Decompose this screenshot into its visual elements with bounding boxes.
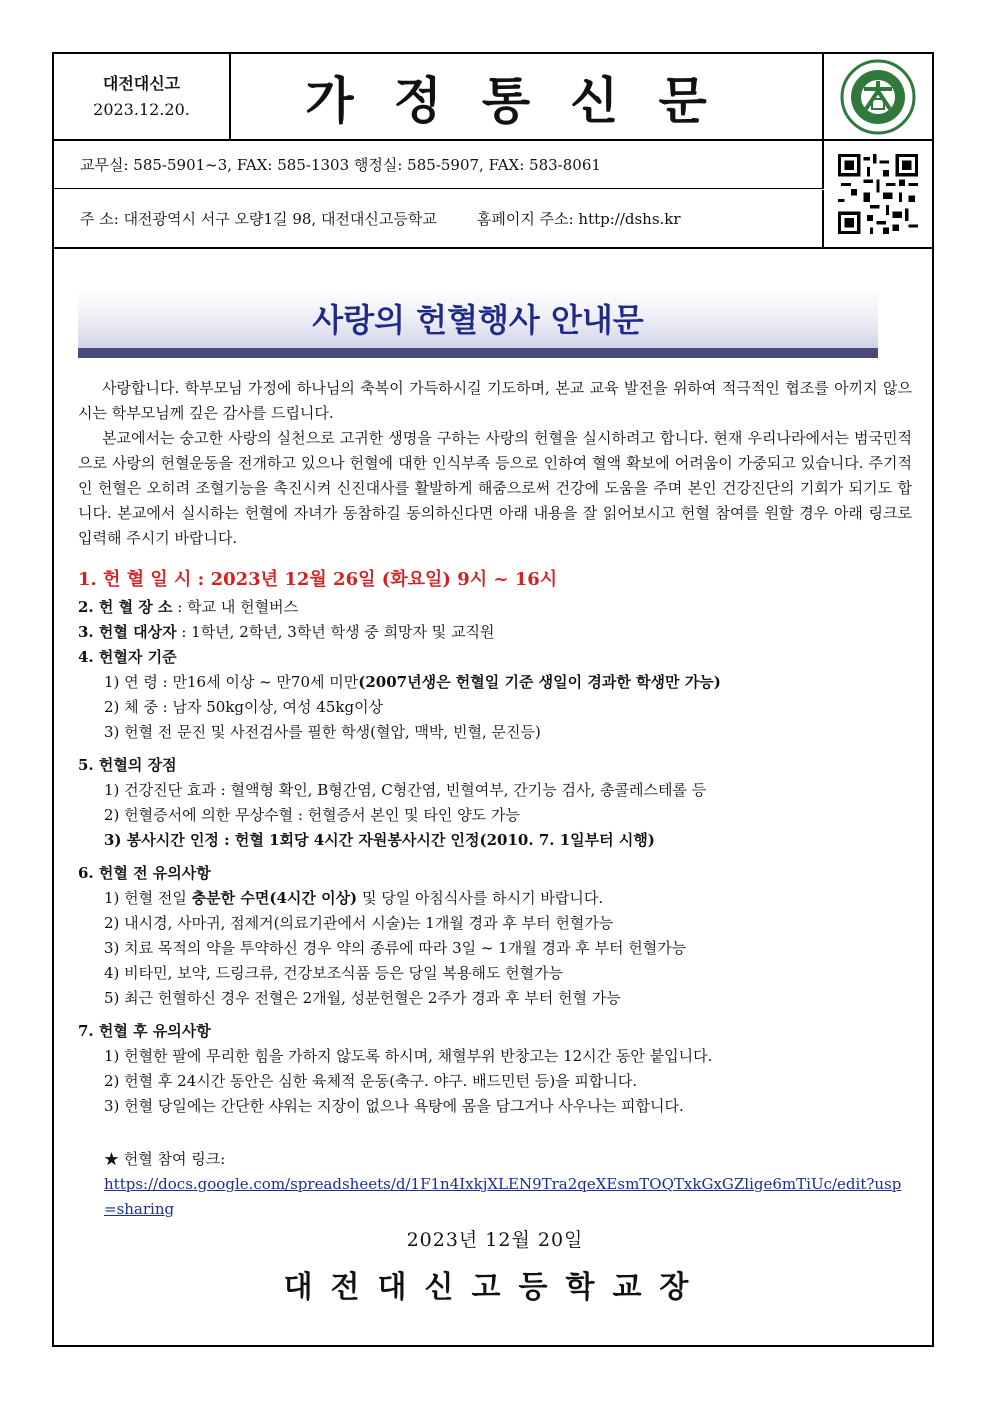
benefit-item: 2) 헌혈증서에 의한 무상수혈 : 헌혈증서 본인 및 타인 양도 가능 [104,806,520,824]
section-benefits-label: 5. 헌혈의 장점 [78,756,177,774]
benefit-item: 3) 봉사시간 인정 : 헌혈 1회당 4시간 자원봉사시간 인정(2010. 7. 1일부터 시행) [104,831,655,849]
section-date: 1. 헌 혈 일 시 : 2023년 12월 26일 (화요일) 9시 ~ 16시 [78,569,558,590]
intro-paragraph-1: 사랑합니다. 학부모님 가정에 하나님의 축복이 가득하시길 기도하며, 본교 교육 발전을 위하여 적극적인 협조를 아끼지 않으시는 학부모님께 깊은 감사를 드립니다. [78,379,912,422]
section-target [78,620,912,645]
section-target-label: 3. 헌혈 대상자 [78,623,177,641]
before-item: 4) 비타민, 보약, 드링크류, 건강보조식품 등은 당일 복용해도 헌혈가능 [104,964,564,982]
header-left [54,54,231,139]
header-separator [54,247,932,249]
after-item: 2) 헌혈 후 24시간 동안은 심한 육체적 운동(축구. 야구. 배드민턴 등)을 피합니다. [104,1072,638,1090]
before-item-bold: 충분한 수면(4시간 이상) [191,889,358,907]
before-item: 2) 내시경, 사마귀, 점제거(의료기관에서 시술)는 1개월 경과 후 부터 헌혈가능 [104,914,614,932]
before-item: 5) 최근 헌혈하신 경우 전혈은 2개월, 성분헌혈은 2주가 경과 후 부터 헌혈 가능 [104,989,621,1007]
criteria-item: 2) 체 중 : 남자 50kg이상, 여성 45kg이상 [104,698,384,716]
qr-code-icon[interactable] [824,141,932,247]
document-title: 사랑의 헌혈행사 안내문 [78,288,878,358]
section-place-label: 2. 헌 혈 장 소 [78,598,173,616]
criteria-item [78,670,912,695]
after-item: 1) 헌혈한 팔에 무리한 힘을 가하지 않도록 하시며, 채혈부위 반창고는 12시간 동안 붙입니다. [104,1047,713,1065]
address: 주 소: 대전광역시 서구 오량1길 98, 대전대신고등학교 [80,210,437,228]
sign-date: 2023년 12월 20일 [406,1229,584,1251]
intro-paragraph-2: 본교에서는 숭고한 사랑의 실천으로 고귀한 생명을 구하는 사랑의 헌혈을 실시하려고 합니다. 현재 우리나라에서는 범국민적으로 사랑의 헌혈운동을 전개하고 있으나 헌혈에 대한 인식부족 등으로 인하여 혈액 확보에 어려움이 가중되고 있습니다. 주기적인 헌혈은 오히려 조혈기능을 촉진시켜 신진대사를 활발하게 해줌으로써 건강에 도움을 주며 본인 건강진단의 기회가 되기도 합니다. 본교에서 실시하는 헌혈에 자녀가 동참하길 동의하신다면 아래 내용을 잘 읽어보시고 헌혈 참여를 원할 경우 아래 링크로 입력해 주시기 바랍니다. [78,429,912,547]
before-item: 3) 치료 목적의 약을 투약하신 경우 약의 종류에 따라 3일 ~ 1개월 경과 후 부터 헌혈가능 [104,939,687,957]
section-after-label: 7. 헌혈 후 유의사항 [78,1022,211,1040]
school-name: 대전대신고 [102,73,181,93]
criteria-item: 3) 헌혈 전 문진 및 사전검사를 필한 학생(혈압, 맥박, 빈혈, 문진등) [104,723,541,741]
section-criteria-label: 4. 헌혈자 기준 [78,648,177,666]
criteria-age: 1) 연 령 : 만16세 이상 ~ 만70세 미만 [104,673,359,691]
page-title: 가정통신문 [305,71,747,130]
section-place-value: : 학교 내 헌혈버스 [172,598,299,616]
principal-signature: 대전대신고등학교장 [283,1270,707,1305]
link-label: ★ 헌혈 참여 링크: [104,1150,226,1168]
participation-link[interactable]: https://docs.google.com/spreadsheets/d/1F1n4IxkjXLEN9Tra2qeXEsmTOQTxkGxGZlige6mTiUc/edit?usp=sharing [104,1175,902,1218]
section-before-label: 6. 헌혈 전 유의사항 [78,864,211,882]
section-target-value: : 1학년, 2학년, 3학년 학생 중 희망자 및 교직원 [176,623,495,641]
contact-line: 교무실: 585-5901~3, FAX: 585-1303 행정실: 585-5907, FAX: 583-8061 [54,141,824,189]
benefit-item: 1) 건강진단 효과 : 혈액형 확인, B형간염, C형간염, 빈혈여부, 간기능 검사, 총콜레스테롤 등 [104,781,707,799]
notice-frame [52,52,934,1347]
notice-body [78,376,912,1305]
homepage: 홈페이지 주소: http://dshs.kr [476,210,681,228]
before-item-text: 1) 헌혈 전일 [104,889,192,907]
school-emblem-icon [822,54,932,139]
criteria-age-note: (2007년생은 헌혈일 기준 생일이 경과한 학생만 가능) [358,673,721,691]
before-item-text: 및 당일 아침식사를 하시기 바랍니다. [357,889,604,907]
address-line [54,190,824,247]
issue-date: 2023.12.20. [93,99,190,119]
section-place [78,595,912,620]
after-item: 3) 헌혈 당일에는 간단한 샤워는 지장이 없으나 욕탕에 몸을 담그거나 사우나는 피합니다. [104,1097,684,1115]
before-item [78,886,912,911]
header [54,54,932,141]
